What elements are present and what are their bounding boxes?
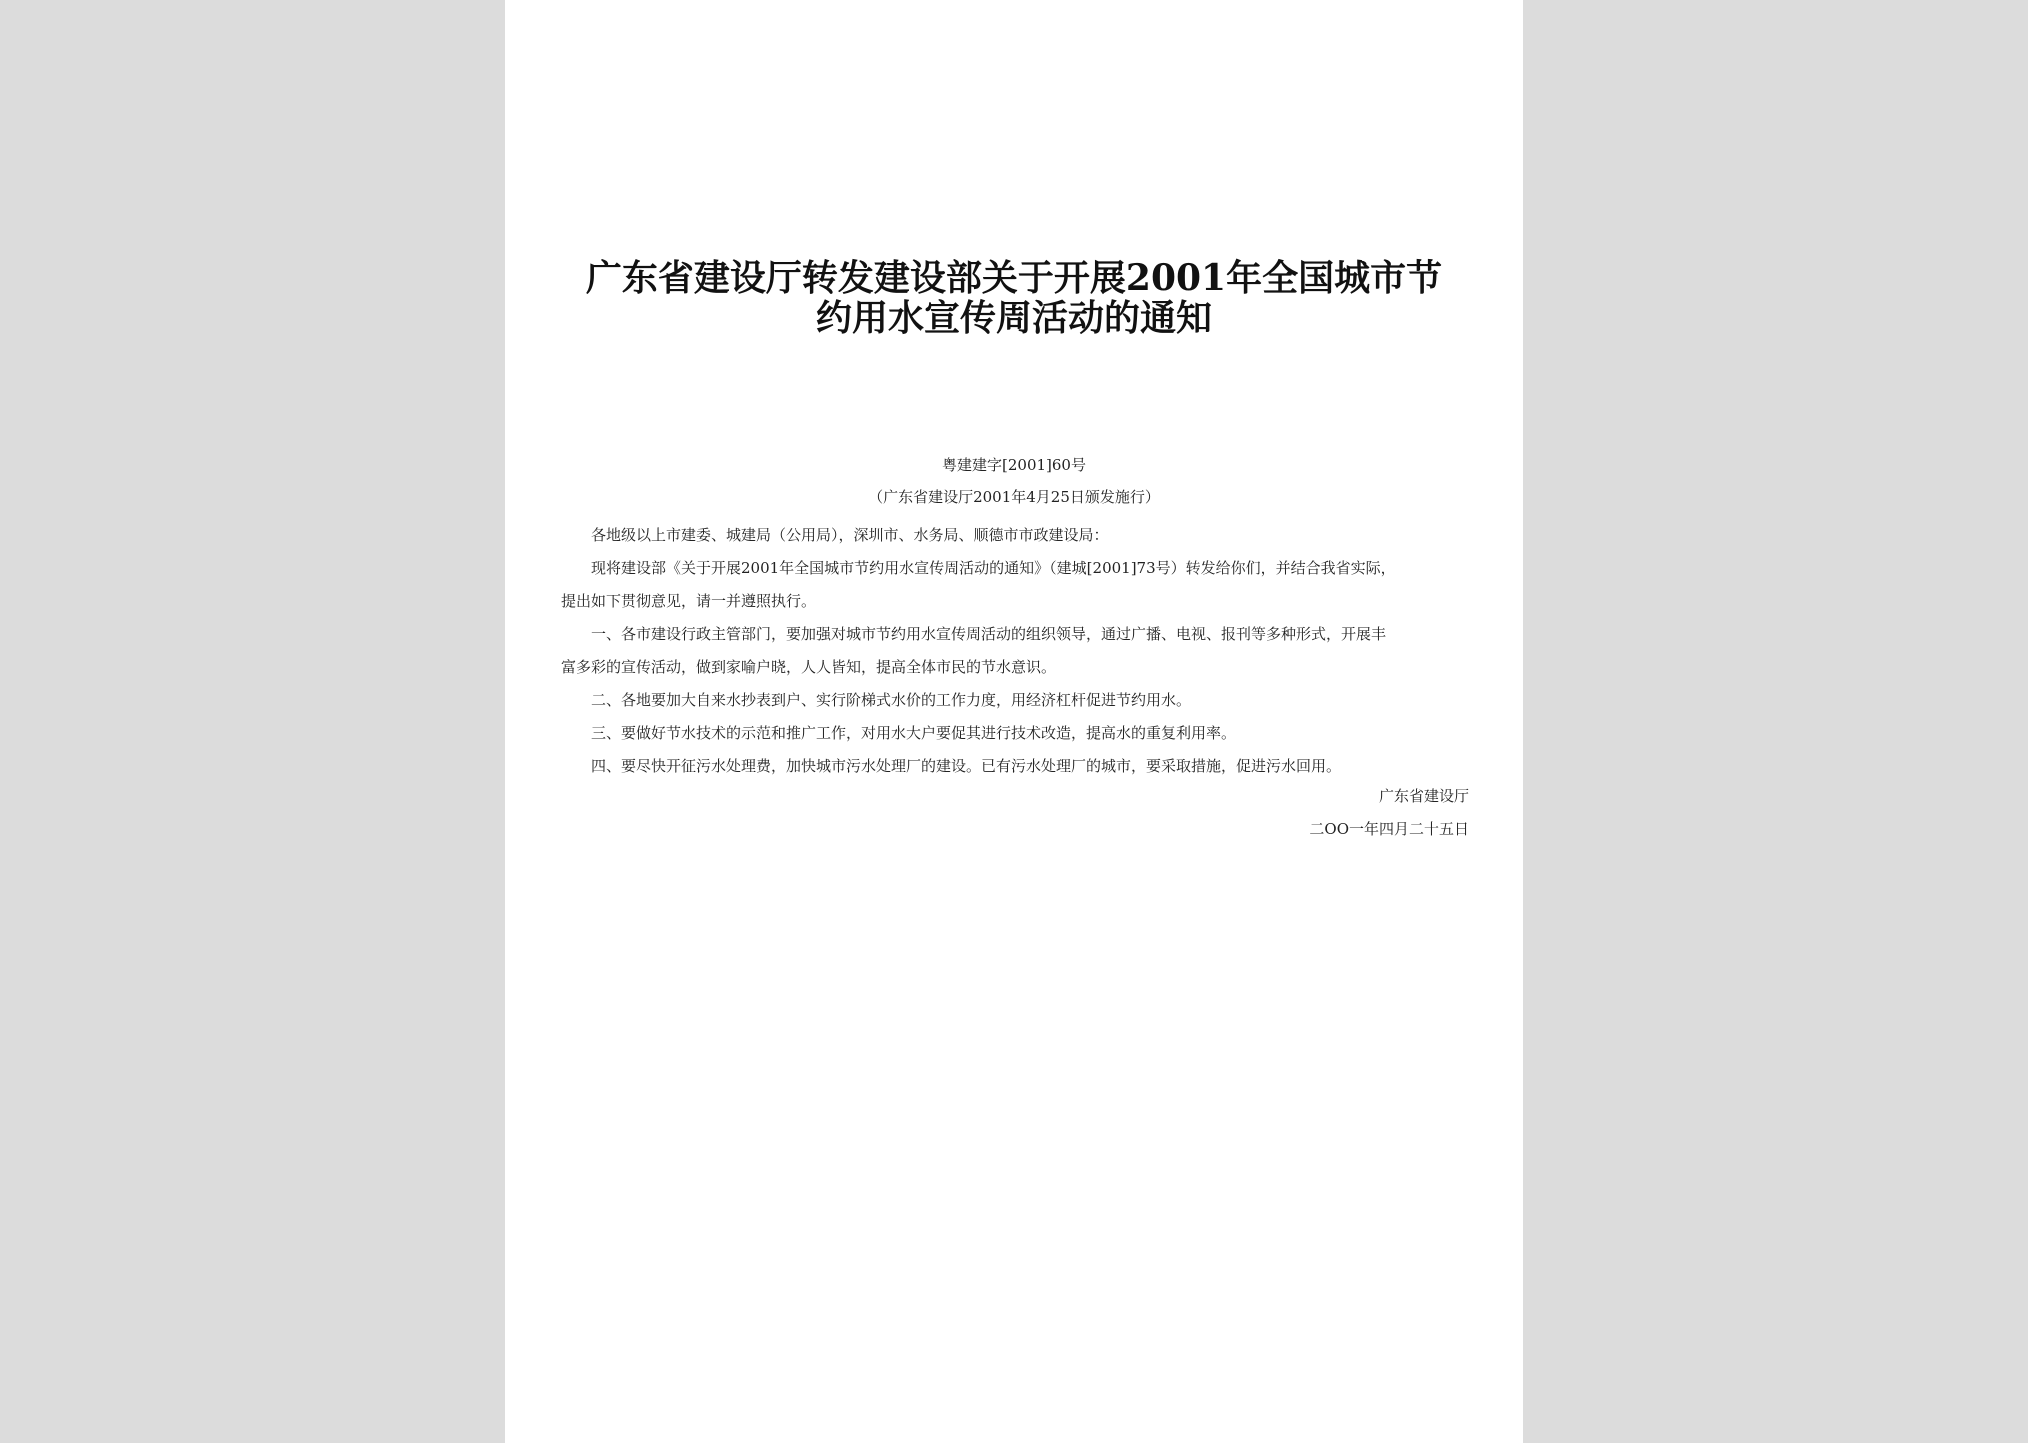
document-title — [545, 258, 1483, 338]
title-line-1: 广东省建设厅转发建设部关于开展2001年全国城市节 — [585, 257, 1443, 299]
issue-note: （广东省建设厅2001年4月25日颁发施行） — [868, 488, 1160, 506]
intro-paragraph-line-1: 现将建设部《关于开展2001年全国城市节约用水宣传周活动的通知》（建城[2001]73号）转发给你们，并结合我省实际， — [591, 559, 1396, 577]
item-1-line-1: 一、各市建设行政主管部门，要加强对城市节约用水宣传周活动的组织领导，通过广播、电视、报刊等多种形式，开展丰 — [591, 625, 1387, 643]
document-page — [505, 0, 1523, 1443]
item-4: 四、要尽快开征污水处理费，加快城市污水处理厂的建设。已有污水处理厂的城市，要采取措施，促进污水回用。 — [591, 757, 1342, 775]
addressee-paragraph: 各地级以上市建委、城建局（公用局），深圳市、水务局、顺德市市政建设局： — [591, 526, 1109, 544]
item-3: 三、要做好节水技术的示范和推广工作，对用水大户要促其进行技术改造，提高水的重复利用率。 — [591, 724, 1237, 742]
document-number: 粤建建字[2001]60号 — [942, 456, 1086, 474]
signature-organization: 广东省建设厅 — [1378, 787, 1469, 805]
item-1-line-2: 富多彩的宣传活动，做到家喻户晓，人人皆知，提高全体市民的节水意识。 — [561, 658, 1057, 676]
item-2: 二、各地要加大自来水抄表到户、实行阶梯式水价的工作力度，用经济杠杆促进节约用水。 — [591, 691, 1192, 709]
signature-date: 二OO一年四月二十五日 — [1309, 820, 1469, 838]
document-body — [561, 519, 1471, 783]
intro-paragraph-line-2: 提出如下贯彻意见，请一并遵照执行。 — [561, 592, 817, 610]
signature-block — [1309, 780, 1469, 846]
title-line-2: 约用水宣传周活动的通知 — [815, 297, 1212, 339]
